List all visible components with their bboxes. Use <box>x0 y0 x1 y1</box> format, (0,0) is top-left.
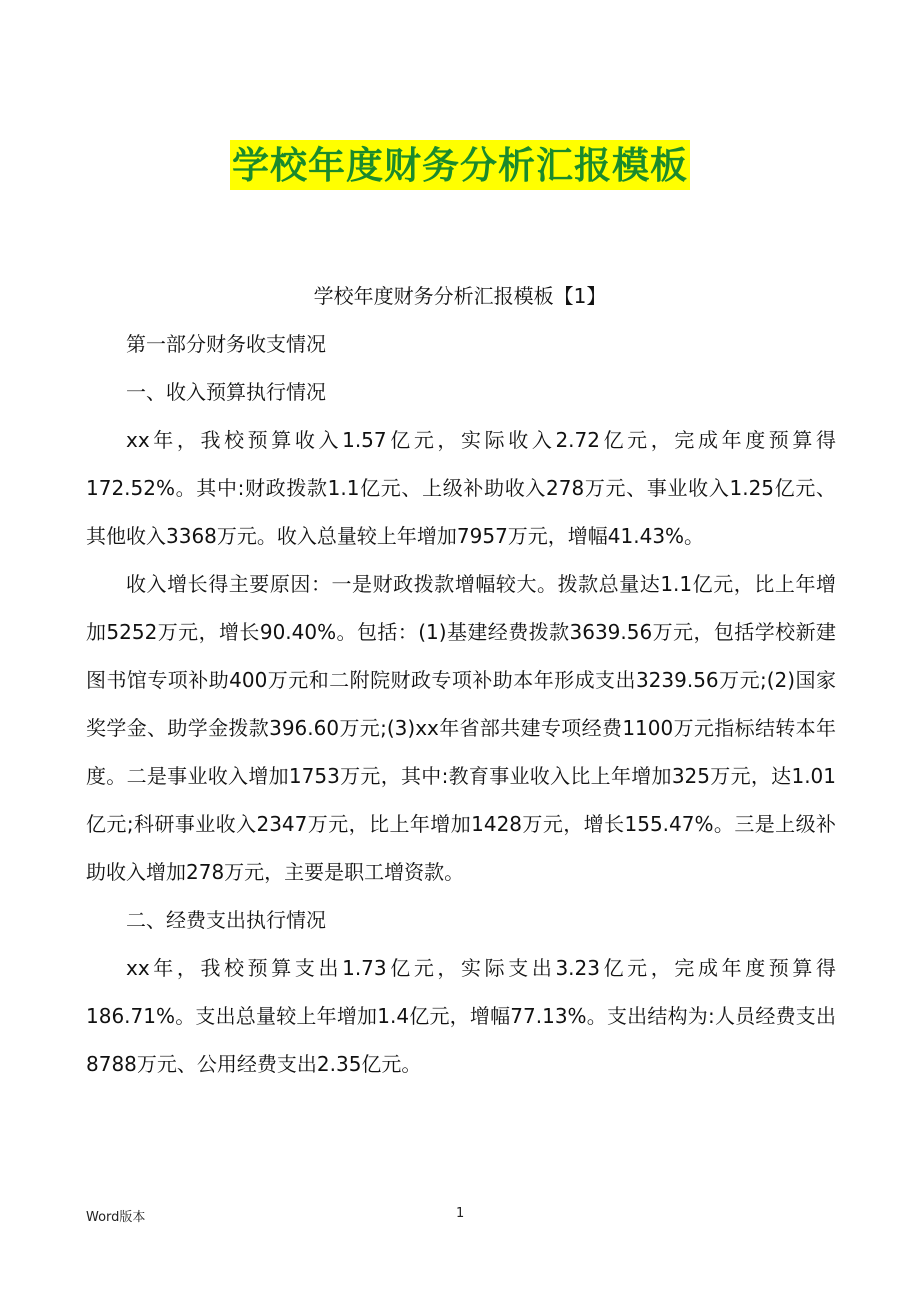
document-title: 学校年度财务分析汇报模板 <box>230 140 690 190</box>
subsection-heading: 二、经费支出执行情况 <box>126 908 326 932</box>
section-heading: 第一部分财务收支情况 <box>126 332 326 356</box>
body-paragraph: xx年，我校预算收入1.57亿元，实际收入2.72亿元，完成年度预算得172.52%。其中:财政拨款1.1亿元、上级补助收入278万元、事业收入1.25亿元、其他收入3368万元。收入总量较上年增加7957万元，增幅41.43%。 <box>86 428 836 548</box>
body-paragraph: 收入增长得主要原因：一是财政拨款增幅较大。拨款总量达1.1亿元，比上年增加5252万元，增长90.40%。包括：(1)基建经费拨款3639.56万元，包括学校新建图书馆专项补助400万元和二附院财政专项补助本年形成支出3239.56万元;(2)国家奖学金、助学金拨款396.60万元;(3)xx年省部共建专项经费1100万元指标结转本年度。二是事业收入增加1753万元，其中:教育事业收入比上年增加325万元，达1.01亿元;科研事业收入2347万元，比上年增加1428万元，增长155.47%。三是上级补助收入增加278万元，主要是职工增资款。 <box>86 572 836 884</box>
page-number: 1 <box>456 1206 465 1221</box>
footer-label: Word版本 <box>86 1210 146 1225</box>
title-container <box>0 140 920 190</box>
subsection-heading: 一、收入预算执行情况 <box>126 380 326 404</box>
document-body <box>86 320 836 1088</box>
body-paragraph: xx年，我校预算支出1.73亿元，实际支出3.23亿元，完成年度预算得186.71%。支出总量较上年增加1.4亿元，增幅77.13%。支出结构为:人员经费支出8788万元、公用经费支出2.35亿元。 <box>86 956 836 1076</box>
document-subtitle: 学校年度财务分析汇报模板【1】 <box>313 284 607 308</box>
